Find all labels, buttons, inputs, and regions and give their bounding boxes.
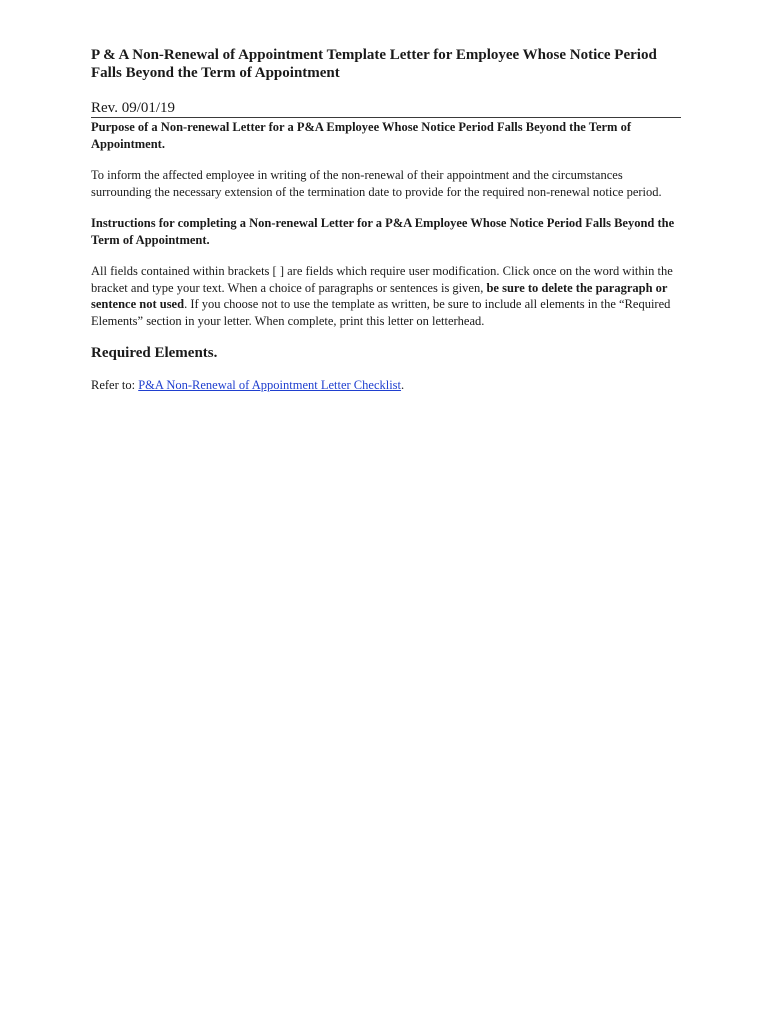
refer-prefix: Refer to: [91,378,139,392]
instructions-emphasis: be sure to delete the paragraph or sentence not used [91,280,668,311]
checklist-link[interactable]: P&A Non-Renewal of Appointment Letter Checklist [138,378,402,392]
instructions-text-end: . If you choose not to use the template as written, be sure to include all elements in the “Required Elements” section in your letter. When complete, print this letter on letterhead. [91,297,671,328]
required-elements-heading: Required Elements. [91,345,218,361]
refer-suffix: . [401,378,405,392]
instructions-paragraph [91,263,681,329]
document-page [91,46,681,394]
instructions-heading: Instructions for completing a Non-renewal Letter for a P&A Employee Whose Notice Period Falls Beyond the Term of Appointment. [91,216,675,247]
purpose-heading: Purpose of a Non-renewal Letter for a P&A Employee Whose Notice Period Falls Beyond the Term of Appointment. [91,120,631,151]
instructions-text-start: All fields contained within brackets [ ] are fields which require user modification. Click once on the word within the bracket and type your text. When a choice of paragraphs or sentences is given, [91,264,673,295]
revision-line: Rev. 09/01/19 [91,99,681,118]
refer-paragraph [91,377,681,394]
purpose-paragraph: To inform the affected employee in writing of the non-renewal of their appointment and the circumstances surrounding the necessary extension of the termination date to provide for the required non-renewal notice period. [91,168,662,199]
document-title: P & A Non-Renewal of Appointment Template Letter for Employee Whose Notice Period Falls Beyond the Term of Appointment [91,47,657,81]
